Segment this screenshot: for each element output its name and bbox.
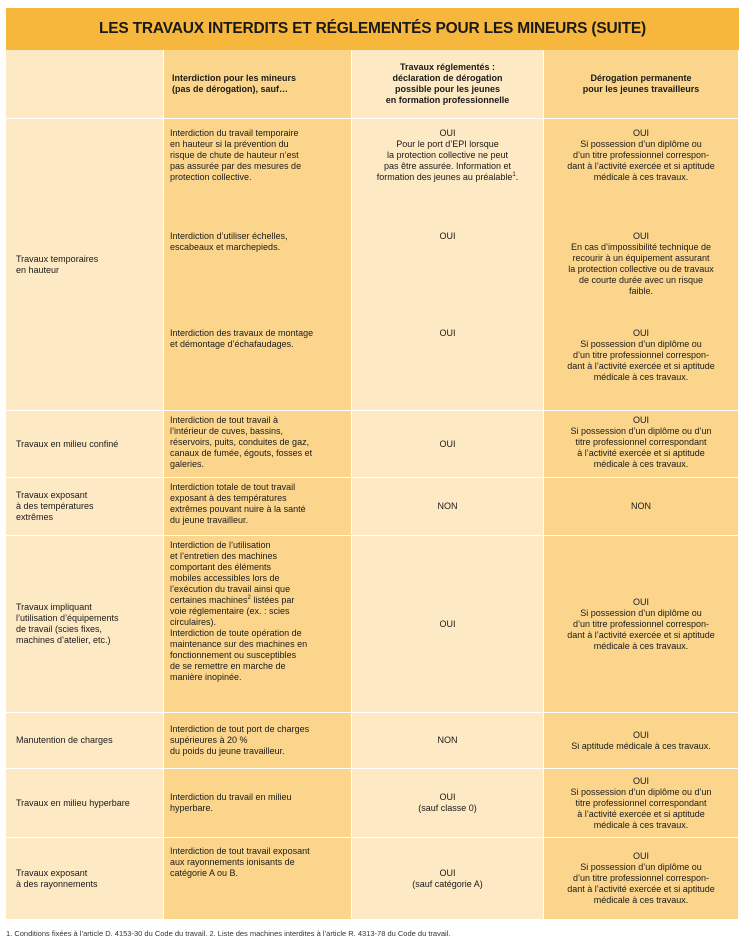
hauteur-c-interdiction: Interdiction des travaux de montage et démontage d’échafaudages. — [170, 328, 314, 350]
hauteur-b-reglemente: OUI — [439, 230, 456, 241]
row-label-hyperbare: Travaux en milieu hyperbare — [6, 769, 164, 838]
confine-derogation: OUI Si possession d’un diplôme ou d’un titre professionnel correspondant à l’activité exercée et si aptitude médicale à ces travaux. — [544, 411, 739, 478]
hyperbare-reglemente: OUI (sauf classe 0) — [352, 769, 544, 838]
hauteur-reglemente — [352, 119, 544, 411]
machines-interdiction-part2: listées par voie réglementaire (ex. : scies circulaires). Interdiction de toute opération de maintenance sur des machines en fonctionnement ou susceptibles de se remettre en marche de manière inopinée. — [170, 595, 308, 682]
row-label-hauteur: Travaux temporaires en hauteur — [6, 119, 164, 411]
hauteur-a-interdiction: Interdiction du travail temporaire en hauteur si la prévention du risque de chute de hauteur n’est pas assurée par des mesures de protection collective. — [170, 128, 302, 182]
hyperbare-interdiction: Interdiction du travail en milieu hyperbare. — [164, 769, 352, 838]
hauteur-c-derogation: OUI Si possession d’un diplôme ou d’un titre professionnel correspon- dant à l’activité exercée et si aptitude médicale à ces travaux. — [567, 328, 715, 383]
hauteur-b-interdiction: Interdiction d’utiliser échelles, escabeaux et marchepieds. — [170, 230, 288, 252]
row-label-confine: Travaux en milieu confiné — [6, 411, 164, 478]
header-derogation: Dérogation permanente pour les jeunes travailleurs — [544, 50, 739, 119]
hauteur-a-reglemente: OUI Pour le port d’EPI lorsque la protection collective ne peut pas être assurée. Information et formation des jeunes au préalable$^1$. — [376, 128, 519, 182]
confine-interdiction: Interdiction de tout travail à l’intérieur de cuves, bassins, réservoirs, puits, conduites de gaz, canaux de fumée, égouts, fosses et galeries. — [164, 411, 352, 478]
machines-interdiction-part1: Interdiction de l’utilisation et l’entretien des machines comportant des éléments mobiles accessibles lors de l’exécution du travail ainsi que certaines machines — [170, 540, 291, 605]
footnote-ref-2: 2 — [247, 595, 251, 601]
header-interdiction: Interdiction pour les mineurs (pas de dérogation), sauf… — [164, 50, 352, 119]
header-reglemente: Travaux réglementés : déclaration de dérogation possible pour les jeunes en formation professionnelle — [352, 50, 544, 119]
rayonnements-reglemente: OUI (sauf catégorie A) — [352, 838, 544, 920]
footnotes: 1. Conditions fixées à l’article D. 4153-30 du Code du travail. 2. Liste des machines interdites à l’article R. 4313-78 du Code du travail. — [6, 929, 451, 938]
hauteur-interdiction — [164, 119, 352, 411]
hauteur-b-derogation: OUI En cas d’impossibilité technique de recourir à un équipement assurant la protection collective ou de travaux de courte durée avec un risque faible. — [568, 230, 714, 296]
charges-derogation: OUI Si aptitude médicale à ces travaux. — [544, 713, 739, 769]
hyperbare-derogation: OUI Si possession d’un diplôme ou d’un titre professionnel correspondant à l’activité exercée et si aptitude médicale à ces travaux. — [544, 769, 739, 838]
page-title: LES TRAVAUX INTERDITS ET RÉGLEMENTÉS POUR LES MINEURS (SUITE) — [6, 8, 739, 50]
rayonnements-interdiction: Interdiction de tout travail exposant aux rayonnements ionisants de catégorie A ou B. — [164, 838, 352, 920]
rayonnements-derogation: OUI Si possession d’un diplôme ou d’un titre professionnel correspon- dant à l’activité exercée et si aptitude médicale à ces travaux. — [544, 838, 739, 920]
row-label-temperatures: Travaux exposant à des températures extrêmes — [6, 478, 164, 536]
header-empty — [6, 50, 164, 119]
hauteur-derogation — [544, 119, 739, 411]
regulations-table — [6, 50, 739, 920]
row-label-machines: Travaux impliquant l’utilisation d’équipements de travail (scies fixes, machines d’atelier, etc.) — [6, 536, 164, 713]
machines-reglemente: OUI — [352, 536, 544, 713]
temperatures-derogation: NON — [544, 478, 739, 536]
hauteur-c-reglemente: OUI — [439, 328, 456, 339]
row-label-rayonnements: Travaux exposant à des rayonnements — [6, 838, 164, 920]
hauteur-a-reglemente-text: OUI Pour le port d’EPI lorsque la protection collective ne peut pas être assurée. Information et formation des jeunes au préalable — [376, 128, 513, 182]
machines-derogation: OUI Si possession d’un diplôme ou d’un titre professionnel correspon- dant à l’activité exercée et si aptitude médicale à ces travaux. — [544, 536, 739, 713]
row-label-charges: Manutention de charges — [6, 713, 164, 769]
temperatures-reglemente: NON — [352, 478, 544, 536]
machines-interdiction — [164, 536, 352, 713]
charges-interdiction: Interdiction de tout port de charges supérieures à 20 % du poids du jeune travailleur. — [164, 713, 352, 769]
confine-reglemente: OUI — [352, 411, 544, 478]
temperatures-interdiction: Interdiction totale de tout travail exposant à des températures extrêmes pouvant nuire à la santé du jeune travailleur. — [164, 478, 352, 536]
hauteur-a-derogation: OUI Si possession d’un diplôme ou d’un titre professionnel correspon- dant à l’activité exercée et si aptitude médicale à ces travaux. — [567, 128, 715, 182]
charges-reglemente: NON — [352, 713, 544, 769]
footnote-ref-1: 1 — [512, 172, 516, 178]
